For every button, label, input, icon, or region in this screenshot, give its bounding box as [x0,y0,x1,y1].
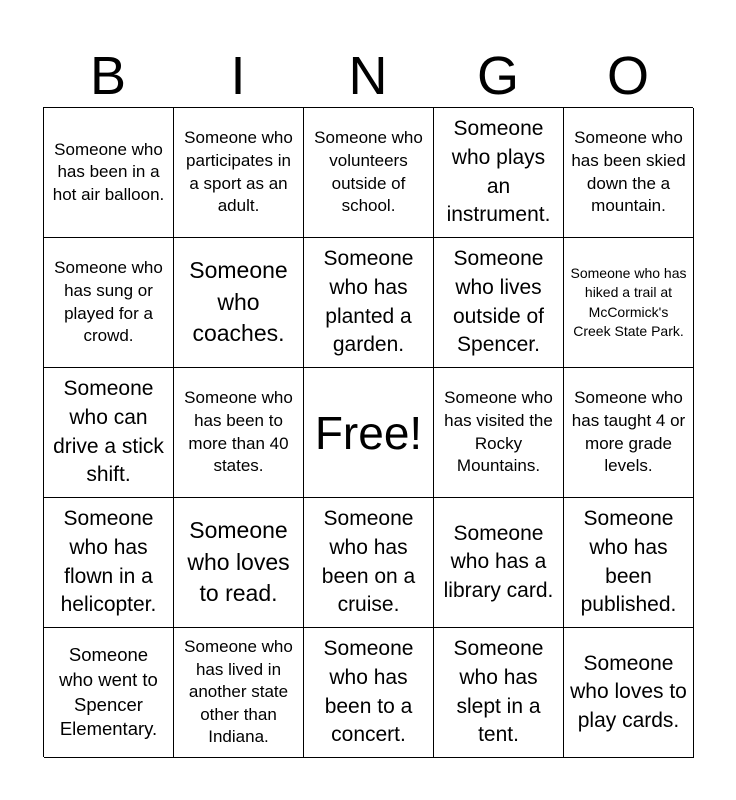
bingo-cell[interactable] [174,238,304,368]
cell-text: Someone who has been to a concert. [323,637,414,747]
bingo-cell[interactable] [304,238,434,368]
header-letter-b: B [89,46,127,106]
cell-text: Someone who has taught 4 or more grade levels. [571,388,686,476]
bingo-cell[interactable] [564,108,694,238]
cell-text: Someone who coaches. [189,256,288,347]
cell-text: Someone who has flown in a helicopter. [60,507,157,617]
cell-text: Someone who has been published. [580,507,677,617]
cell-text: Someone who has a library card. [443,521,554,602]
free-space-cell[interactable] [304,368,434,498]
cell-text: Someone who can drive a stick shift. [53,377,164,487]
bingo-cell[interactable] [564,238,694,368]
cell-text: Someone who has been to more than 40 states. [184,388,293,476]
bingo-cell[interactable] [304,108,434,238]
cell-text: Someone who has lived in another state other than Indiana. [184,636,293,747]
free-space-text: Free! [314,406,423,459]
bingo-cell[interactable] [174,368,304,498]
bingo-grid [43,107,693,757]
cell-text: Someone who has been skied down the a mountain. [571,128,686,216]
bingo-cell[interactable] [434,498,564,628]
bingo-cell[interactable] [174,108,304,238]
cell-text: Someone who has visited the Rocky Mountains. [444,388,553,476]
header-letter-o: O [606,46,649,106]
cell-text: Someone who plays an instrument. [446,117,551,227]
cell-text: Someone who lives outside of Spencer. [452,247,545,357]
cell-text: Someone who participates in a sport as an adult. [184,128,293,216]
bingo-cell[interactable] [304,628,434,758]
cell-text: Someone who has been on a cruise. [321,507,416,617]
bingo-cell[interactable] [44,628,174,758]
bingo-cell[interactable] [434,238,564,368]
bingo-cell[interactable] [44,368,174,498]
bingo-cell[interactable] [44,498,174,628]
cell-text: Someone who volunteers outside of school. [314,128,423,216]
header-letter-n: N [348,46,388,106]
bingo-cell[interactable] [304,498,434,628]
bingo-cell[interactable] [564,368,694,498]
bingo-cell[interactable] [174,628,304,758]
bingo-cell[interactable] [564,628,694,758]
bingo-cell[interactable] [564,498,694,628]
cell-text: Someone who has been in a hot air balloon. [52,139,165,204]
cell-text: Someone who went to Spencer Elementary. [59,643,158,740]
bingo-cell[interactable] [44,238,174,368]
cell-text: Someone who has slept in a tent. [453,637,544,747]
header-letter-g: G [476,46,519,106]
bingo-header [43,44,693,108]
bingo-cell[interactable] [44,108,174,238]
cell-text: Someone who has planted a garden. [323,247,414,357]
cell-text: Someone who loves to read. [187,516,290,607]
bingo-cell[interactable] [434,368,564,498]
cell-text: Someone who loves to play cards. [570,651,687,732]
bingo-cell[interactable] [434,628,564,758]
bingo-cell[interactable] [434,108,564,238]
header-letter-i: I [230,46,246,106]
cell-text: Someone who has sung or played for a crowd. [54,258,163,346]
cell-text: Someone who has hiked a trail at McCormick's Creek State Park. [570,264,687,339]
bingo-cell[interactable] [174,498,304,628]
